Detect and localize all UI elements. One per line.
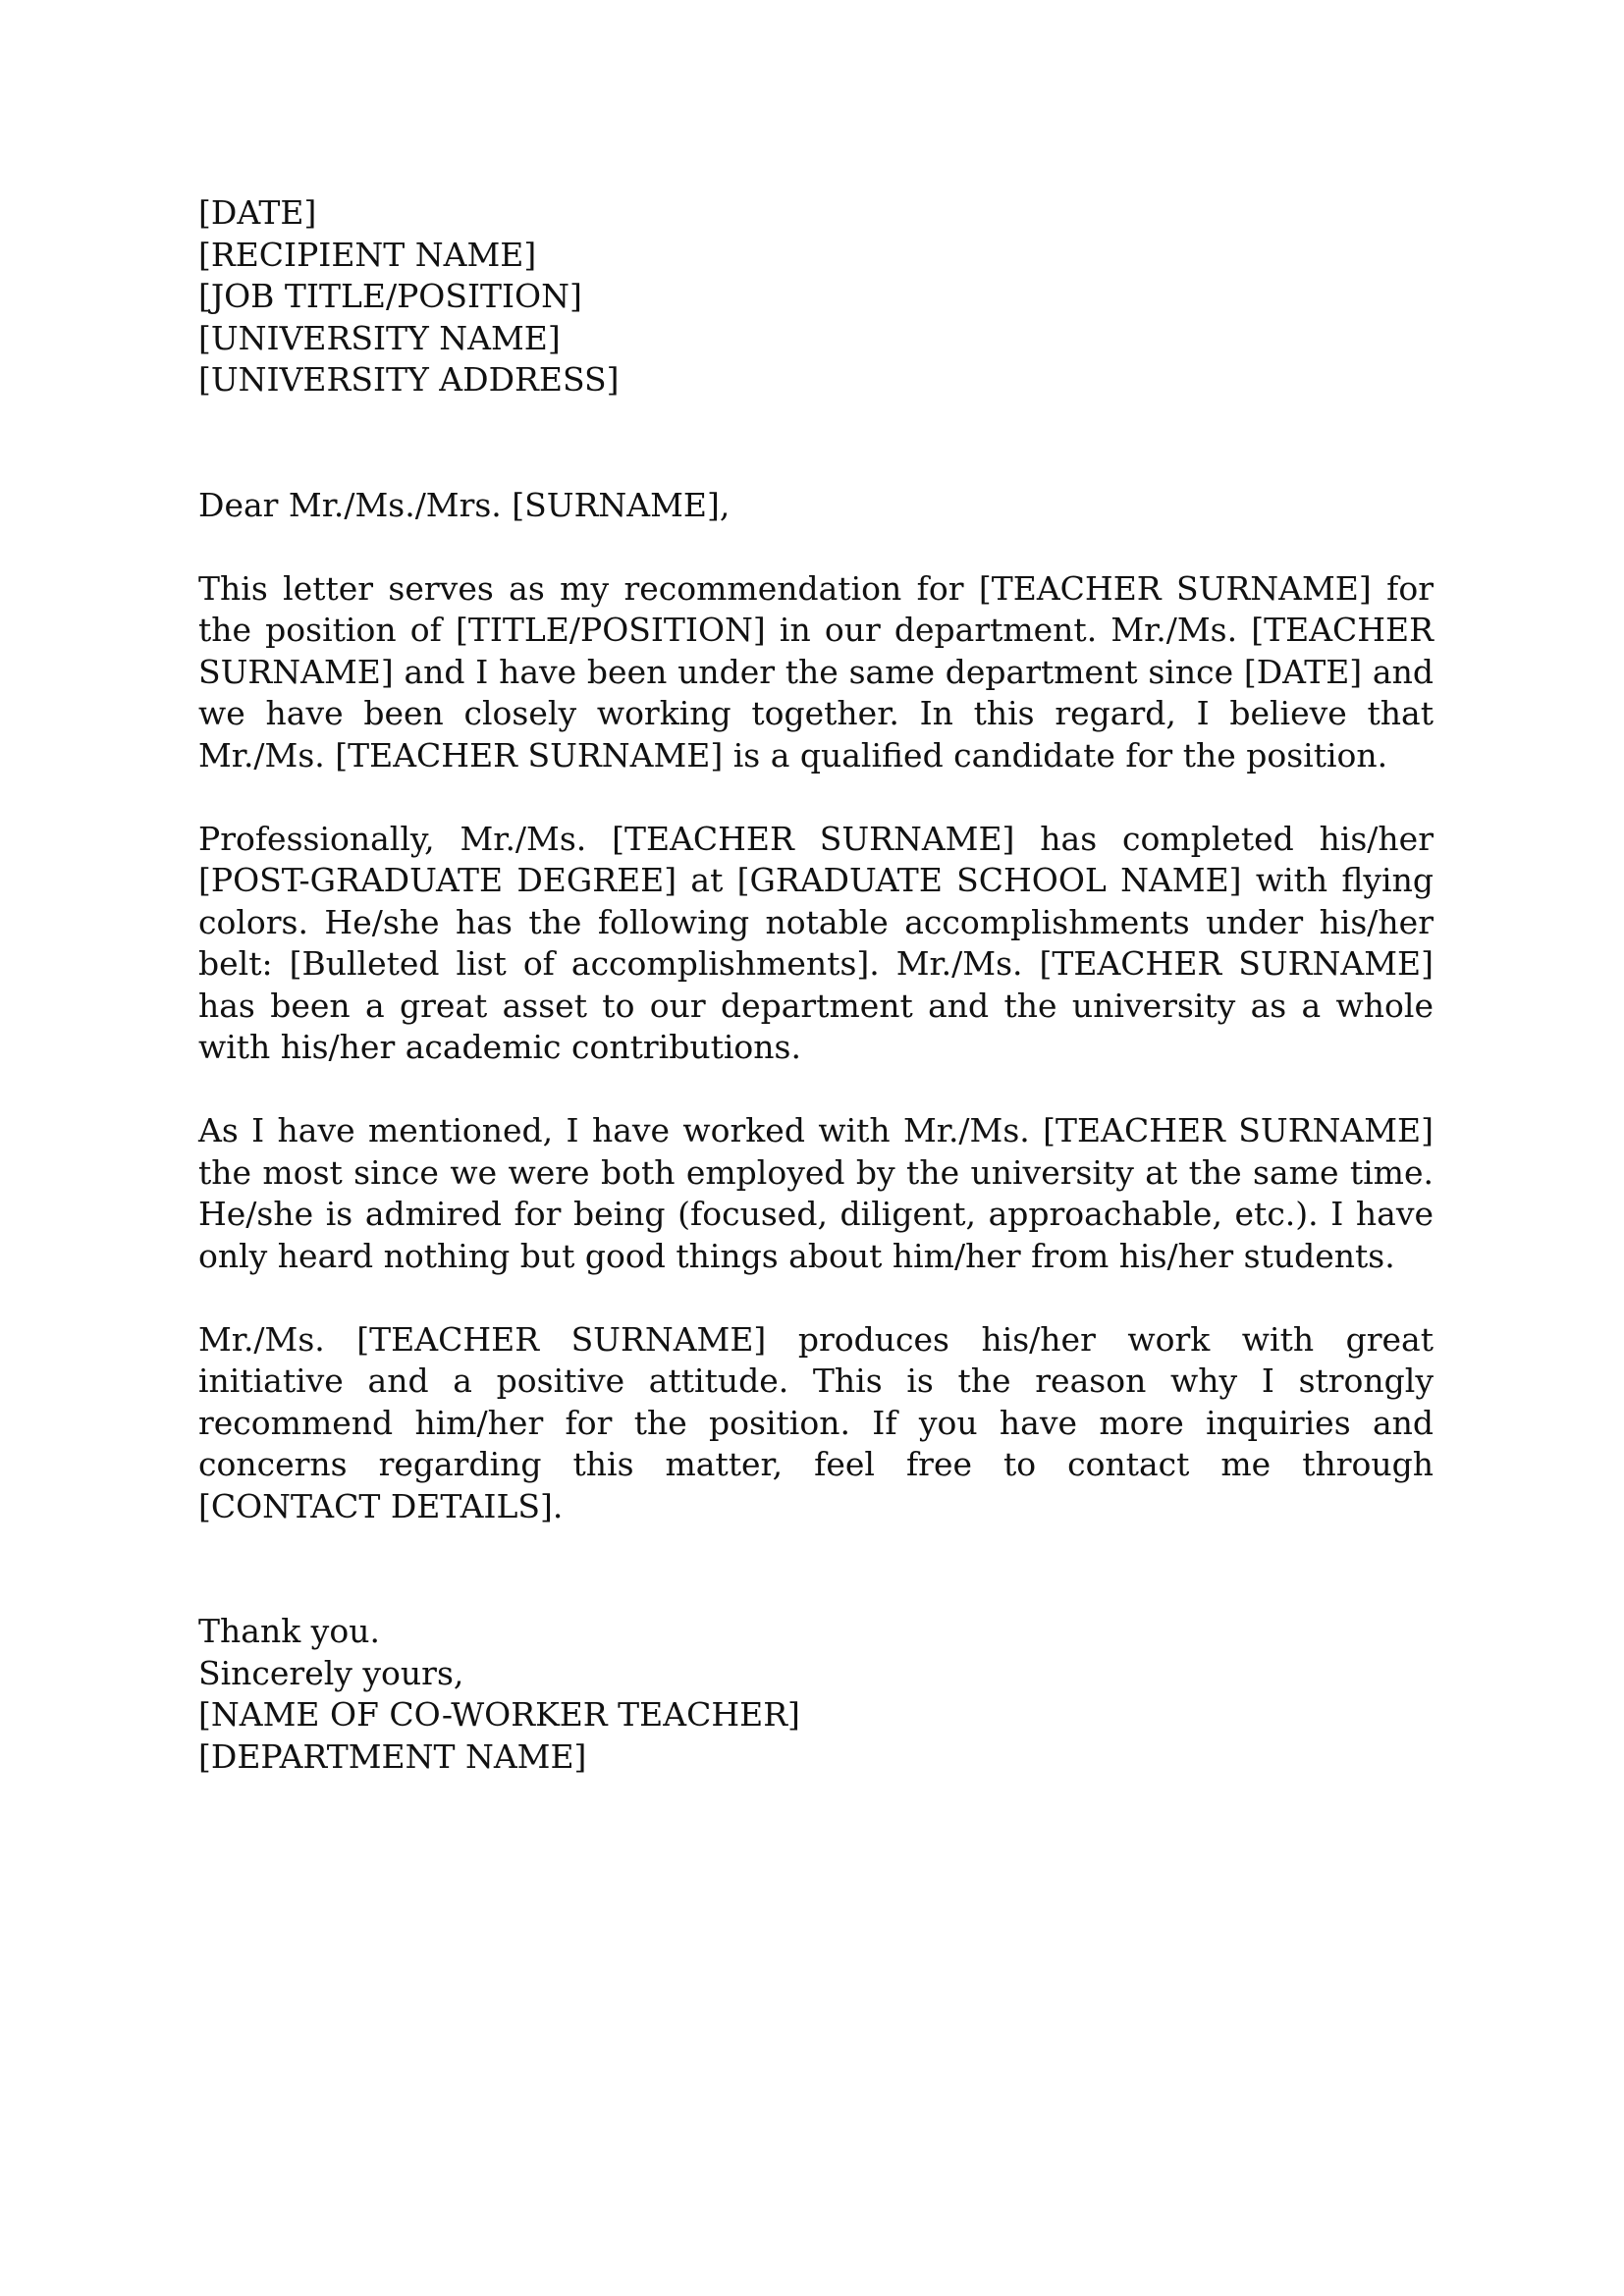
signoff-line: Sincerely yours, <box>198 1653 464 1692</box>
date-line: [DATE] <box>198 193 317 232</box>
job-title-line: [JOB TITLE/POSITION] <box>198 277 582 315</box>
paragraph-professional: Professionally, Mr./Ms. [TEACHER SURNAME] has completed his/her [POST-GRADUATE DEGREE] at [GRADUATE SCHOOL NAME] with flying colors. He/she has the following notable accomplishments under his/her belt: [Bulleted list of accomplishments]. Mr./Ms. [TEACHER SURNAME] has been a great asset to our department and the university as a whole with his/her academic contributions. <box>198 819 1434 1066</box>
address-block <box>198 192 1434 401</box>
department-line: [DEPARTMENT NAME] <box>198 1736 587 1776</box>
recipient-name-line: [RECIPIENT NAME] <box>198 235 537 274</box>
university-name-line: [UNIVERSITY NAME] <box>198 318 561 357</box>
letter-body <box>198 192 1434 1778</box>
paragraph-experience: As I have mentioned, I have worked with Mr./Ms. [TEACHER SURNAME] the most since we were both employed by the university at the same time. He/she is admired for being (focused, diligent, approachable, etc.). I have only heard nothing but good things about him/her from his/her students. <box>198 1111 1434 1275</box>
signer-name-line: [NAME OF CO-WORKER TEACHER] <box>198 1695 800 1734</box>
thanks-line: Thank you. <box>198 1612 380 1650</box>
paragraph-recommendation: This letter serves as my recommendation for [TEACHER SURNAME] for the position of [TITLE/POSITION] in our department. Mr./Ms. [TEACHER SURNAME] and I have been under the same department since [DATE] and we have been closely working together. In this regard, I believe that Mr./Ms. [TEACHER SURNAME] is a qualified candidate for the position. <box>198 568 1434 774</box>
university-address-line: [UNIVERSITY ADDRESS] <box>198 360 620 399</box>
salutation: Dear Mr./Ms./Mrs. [SURNAME], <box>198 485 731 524</box>
closing-block <box>198 1611 1434 1778</box>
paragraph-conclusion: Mr./Ms. [TEACHER SURNAME] produces his/her work with great initiative and a positive attitude. This is the reason why I strongly recommend him/her for the position. If you have more inquiries and concerns regarding this matter, feel free to contact me through [CONTACT DETAILS]. <box>198 1319 1434 1525</box>
